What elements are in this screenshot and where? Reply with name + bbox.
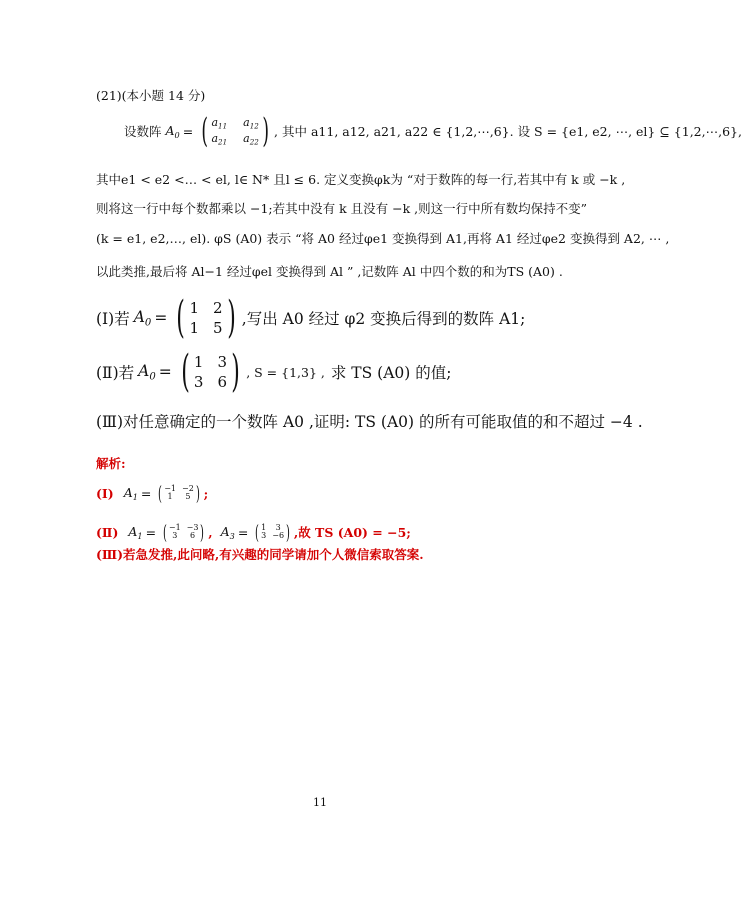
question-1-matrix: ( 1 2 1 5 )	[176, 292, 236, 343]
answer-1: (Ⅰ) $A_1$ = ( −1 −2 1 5 ) ;	[96, 481, 209, 505]
answer-2-lead: (Ⅱ)	[96, 524, 119, 540]
definition-line-4: 以此类推,最后将 Al−1 经过φel 变换得到 Al ” ,记数阵 Al 中四个数的和为TS (A0) .	[96, 264, 563, 279]
definition-line-2: 则将这一行中每个数都乘以 −1;若其中没有 k 且没有 −k ,则这一行中所有数均保持不变”	[96, 201, 587, 216]
question-2-text: 求 TS (A0) 的值;	[330, 364, 452, 382]
a0-symbol: $A_0$	[165, 122, 180, 140]
problem-header: (21)(本小题 14 分)	[96, 88, 206, 103]
a0-general-matrix: ( $a_{11}$ $a_{12}$ $a_{21}$ $a_{22}$ )	[201, 111, 269, 151]
question-1-text: ,写出 A0 经过 φ2 变换后得到的数阵 A1;	[241, 310, 526, 328]
setup-lead: 设数阵	[124, 124, 162, 139]
question-1-lead: (Ⅰ)若	[96, 310, 130, 328]
question-2-matrix: ( 1 3 3 6 )	[181, 346, 240, 397]
answer-2-matrix-a1: ( −1 −3 3 6 )	[163, 520, 205, 544]
answer-1-matrix: ( −1 −2 1 5 )	[158, 481, 200, 505]
solution-title: 解析:	[96, 456, 126, 471]
answer-3: (Ⅲ)若急发推,此问略,有兴趣的同学请加个人微信索取答案.	[96, 547, 424, 562]
definition-line-3: (k = e1, e2,…, el). φS (A0) 表示 “将 A0 经过φe1 变换得到 A1,再将 A1 经过φe2 变换得到 A2, ⋯ ,	[96, 231, 670, 246]
answer-2: (Ⅱ) $A_1$ = ( −1 −3 3 6 ) , $A_3$ = ( 1 3 3 −6 ) ,故 TS (A0) = −5;	[96, 520, 411, 544]
question-2: (Ⅱ)若 $A_0$ = ( 1 3 3 6 ) , S = {1,3} , 求 TS (A0) 的值;	[96, 346, 452, 397]
answer-1-lead: (Ⅰ)	[96, 485, 114, 501]
setup-condition: , 其中 a11, a12, a21, a22 ∈ {1,2,⋯,6}. 设 S = {e1, e2, ⋯, el} ⊆ {1,2,⋯,6},	[274, 124, 742, 139]
setup-line: 设数阵 $A_0$ = ( $a_{11}$ $a_{12}$ $a_{21}$ $a_{22}$ ) , 其中 a11, a12, a21, a22 ∈ {1,2,⋯,6}. 设 S = {e1, e2, ⋯, el} ⊆ {1,2,⋯,6},	[124, 111, 742, 151]
answer-2-result: ,故 TS (A0) = −5;	[293, 525, 411, 540]
page-number: 11	[313, 796, 327, 809]
question-3: (Ⅲ)对任意确定的一个数阵 A0 ,证明: TS (A0) 的所有可能取值的和不超过 −4 .	[96, 413, 643, 431]
question-2-set: , S = {1,3} ,	[246, 364, 325, 380]
definition-line-1: 其中e1 < e2 <… < el, l∈ N* 且l ≤ 6. 定义变换φk为 “对于数阵的每一行,若其中有 k 或 −k ,	[96, 172, 626, 187]
answer-2-matrix-a3: ( 1 3 3 −6 )	[255, 520, 290, 544]
question-2-lead: (Ⅱ)若	[96, 364, 135, 382]
question-1: (Ⅰ)若 $A_0$ = ( 1 2 1 5 ) ,写出 A0 经过 φ2 变换后得到的数阵 A1;	[96, 292, 526, 343]
